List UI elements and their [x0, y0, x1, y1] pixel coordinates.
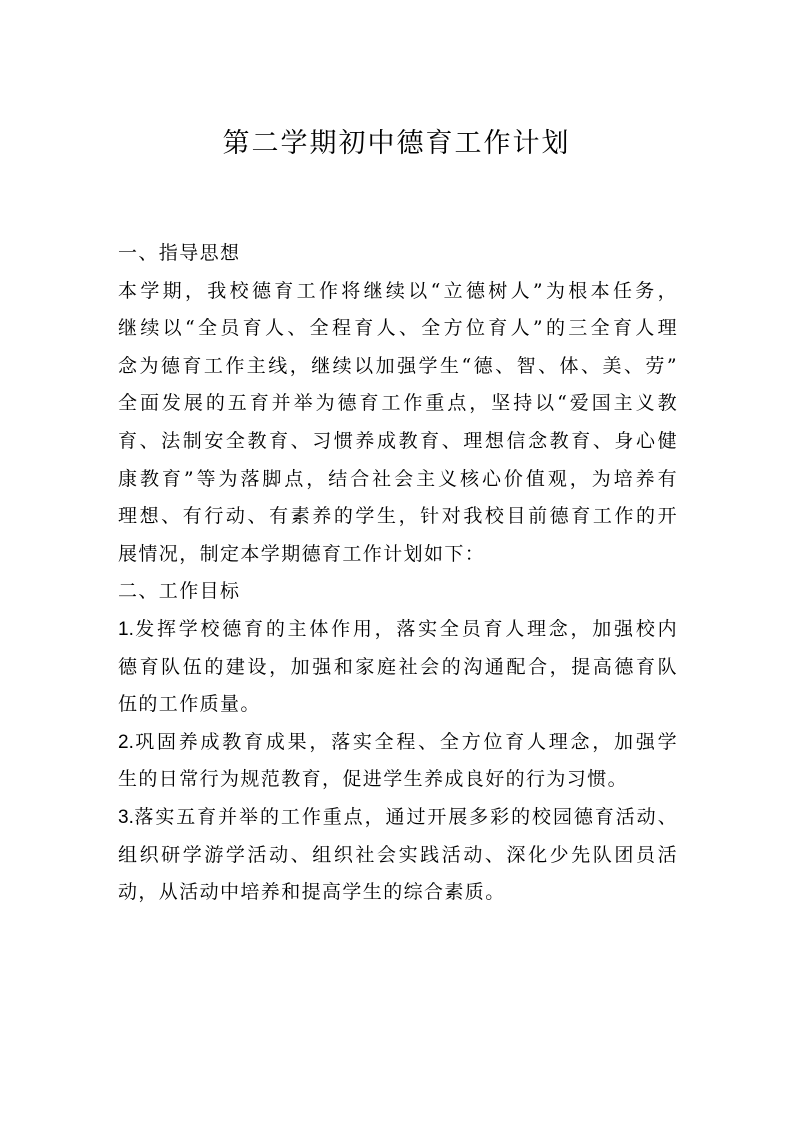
paragraph-line: 展情况，制定本学期德育工作计划如下：: [118, 542, 486, 565]
goal-line: 生的日常行为规范教育，促进学生养成良好的行为习惯。: [118, 768, 629, 791]
goal-number: 2.: [118, 731, 134, 753]
goal-line: [118, 724, 678, 762]
paragraph-guiding-ideology: [118, 273, 678, 574]
goal-line: 德育队伍的建设，加强和家庭社会的沟通配合，提高德育队: [118, 655, 678, 678]
section-heading-guiding-ideology: 一、指导思想: [118, 242, 241, 264]
goal-line: 动，从活动中培养和提高学生的综合素质。: [118, 881, 506, 904]
paragraph-line: 康教育”等为落脚点，结合社会主义核心价值观，为培养有: [118, 467, 678, 490]
goal-item-3: [118, 799, 678, 912]
paragraph-line: 全面发展的五育并举为德育工作重点，坚持以“爱国主义教: [118, 392, 678, 415]
paragraph-line: 继续以“全员育人、全程育人、全方位育人”的三全育人理: [118, 317, 678, 340]
section-heading-work-goals: 二、工作目标: [118, 580, 241, 603]
goal-item-1: [118, 611, 678, 724]
document-title: 第二学期初中德育工作计划: [222, 128, 571, 159]
paragraph-line: 育、法制安全教育、习惯养成教育、理想信念教育、身心健: [118, 429, 678, 452]
goal-text: 发挥学校德育的主体作用，落实全员育人理念，加强校内: [133, 617, 678, 640]
paragraph-line: 本学期，我校德育工作将继续以“立德树人”为根本任务，: [118, 279, 678, 302]
goal-text: 落实五育并举的工作重点，通过开展多彩的校园德育活动、: [133, 805, 678, 828]
goal-line: [118, 611, 678, 649]
paragraph-line: 理想、有行动、有素养的学生，针对我校目前德育工作的开: [118, 505, 678, 528]
goal-line: 组织研学游学活动、组织社会实践活动、深化少先队团员活: [118, 843, 678, 866]
goal-number: 1.: [118, 618, 134, 640]
paragraph-line: 念为德育工作主线，继续以加强学生“德、智、体、美、劳”: [118, 354, 678, 377]
goal-line: [118, 799, 678, 837]
document-body: [118, 235, 678, 912]
goal-line: 伍的工作质量。: [118, 693, 261, 716]
goal-item-2: [118, 724, 678, 799]
goal-text: 巩固养成教育成果，落实全程、全方位育人理念，加强学: [133, 730, 678, 753]
goal-number: 3.: [118, 806, 134, 828]
